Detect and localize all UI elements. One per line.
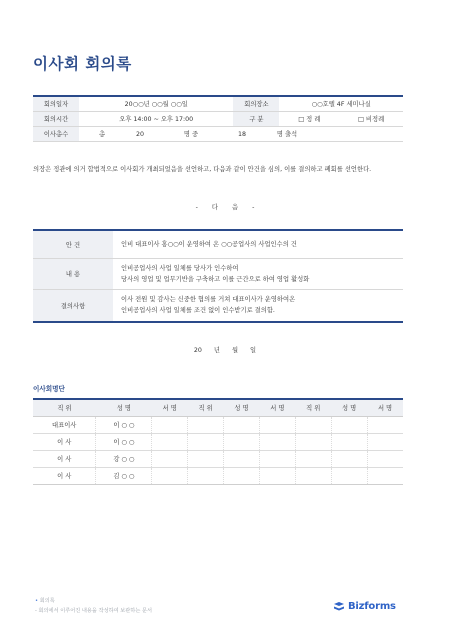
board-header-cell: 서 명 (367, 399, 403, 416)
name-cell (224, 467, 260, 484)
position-cell (188, 416, 224, 433)
total-count: 20 (135, 131, 144, 138)
position-cell: 이 사 (33, 433, 96, 450)
position-cell (188, 433, 224, 450)
position-cell (188, 467, 224, 484)
board-header-cell: 성 명 (331, 399, 367, 416)
signature-cell[interactable] (152, 467, 188, 484)
name-cell: 강 ○ ○ (96, 450, 152, 467)
time-value: 오후 14:00 ~ 오후 17:00 (79, 111, 233, 126)
attend-count: 18 (237, 131, 246, 138)
position-cell (295, 450, 331, 467)
agenda-item-value: 인비 대표이사 홍○○이 운영하여 온 ○○공업사의 사업인수의 건 (113, 230, 403, 258)
board-header-row (33, 399, 403, 416)
board-row (33, 416, 403, 433)
agenda-item-label: 안 건 (33, 230, 113, 258)
name-cell (331, 433, 367, 450)
board-row (33, 467, 403, 484)
brand-name: Bizforms (348, 601, 396, 612)
name-cell (331, 450, 367, 467)
type-label: 구 분 (233, 111, 279, 126)
place-value: ○○호텔 4F 세미나실 (279, 96, 403, 111)
board-member-table (33, 398, 403, 485)
position-cell (295, 416, 331, 433)
name-cell (224, 433, 260, 450)
result-line-2: 인비공업사의 사업 일체를 조건 없이 인수받기로 결의함. (121, 307, 275, 315)
name-cell: 이 ○ ○ (96, 416, 152, 433)
count-value (79, 126, 403, 141)
name-cell: 김 ○ ○ (96, 467, 152, 484)
signature-cell[interactable] (152, 433, 188, 450)
time-label: 회의시간 (33, 111, 79, 126)
bizforms-logo-icon (333, 601, 345, 612)
date-line: 20 년 월 일 (193, 347, 257, 354)
footer-note (35, 596, 152, 616)
position-cell (295, 467, 331, 484)
agenda-result-value (113, 289, 403, 322)
signature-cell[interactable] (259, 416, 295, 433)
place-label: 회의장소 (233, 96, 279, 111)
board-header-cell: 직 위 (295, 399, 331, 416)
board-title: 이사회명단 (33, 385, 65, 393)
signature-cell[interactable] (259, 450, 295, 467)
document-title: 이사회 회의록 (33, 55, 132, 73)
brand-logo (333, 601, 396, 612)
board-header-cell: 서 명 (259, 399, 295, 416)
attend-suffix: 명 출석 (276, 131, 298, 138)
name-cell (224, 416, 260, 433)
board-row (33, 433, 403, 450)
board-header-cell: 서 명 (152, 399, 188, 416)
content-line-2: 당사의 영업 및 업무기반을 구축하고 이를 근간으로 하여 영업 활성화 (121, 275, 310, 283)
board-row (33, 450, 403, 467)
type-value (279, 111, 403, 126)
agenda-content-label: 내 용 (33, 258, 113, 289)
name-cell (331, 416, 367, 433)
regular-checkbox[interactable]: □ 정 례 (298, 116, 321, 123)
position-cell: 대표이사 (33, 416, 96, 433)
signature-cell[interactable] (152, 416, 188, 433)
board-header-cell: 성 명 (96, 399, 152, 416)
agenda-content-value (113, 258, 403, 289)
result-line-1: 이사 전원 및 감사는 신중한 협의를 거쳐 대표이사가 운영하여온 (121, 296, 296, 304)
position-cell (295, 433, 331, 450)
count-label: 이사총수 (33, 126, 79, 141)
signature-cell[interactable] (367, 416, 403, 433)
name-cell: 이 ○ ○ (96, 433, 152, 450)
meeting-info-table (33, 95, 403, 142)
board-header-cell: 직 위 (33, 399, 96, 416)
agenda-table (33, 229, 403, 323)
total-prefix: 총 (98, 131, 106, 138)
footer-line-1: 회의록 (39, 598, 55, 604)
position-cell: 이 사 (33, 467, 96, 484)
position-cell (188, 450, 224, 467)
board-header-cell: 직 위 (188, 399, 224, 416)
content-line-1: 인비공업사의 사업 일체를 당사가 인수하여 (121, 264, 239, 272)
signature-cell[interactable] (259, 467, 295, 484)
signature-cell[interactable] (259, 433, 295, 450)
date-value: 20○○년 ○○월 ○○일 (79, 96, 233, 111)
intro-text: 의장은 정관에 의거 합법적으로 이사회가 개최되었음을 선언하고, 다음과 같이 안건을 심의, 이를 결의하고 폐회를 선언한다. (33, 166, 372, 173)
bullet-icon: • (35, 598, 39, 604)
irregular-checkbox[interactable]: □ 비정례 (357, 116, 385, 123)
position-cell: 이 사 (33, 450, 96, 467)
signature-cell[interactable] (152, 450, 188, 467)
name-cell (331, 467, 367, 484)
signature-cell[interactable] (367, 433, 403, 450)
dadum-heading: - 다 음 - (195, 204, 255, 211)
name-cell (224, 450, 260, 467)
agenda-result-label: 결의사항 (33, 289, 113, 322)
attend-prefix: 명 중 (183, 131, 199, 138)
footer-line-2: - 회의에서 이루어진 내용을 작성하여 보관하는 문서 (35, 608, 152, 614)
board-header-cell: 성 명 (224, 399, 260, 416)
signature-cell[interactable] (367, 450, 403, 467)
signature-cell[interactable] (367, 467, 403, 484)
date-label: 회의일자 (33, 96, 79, 111)
